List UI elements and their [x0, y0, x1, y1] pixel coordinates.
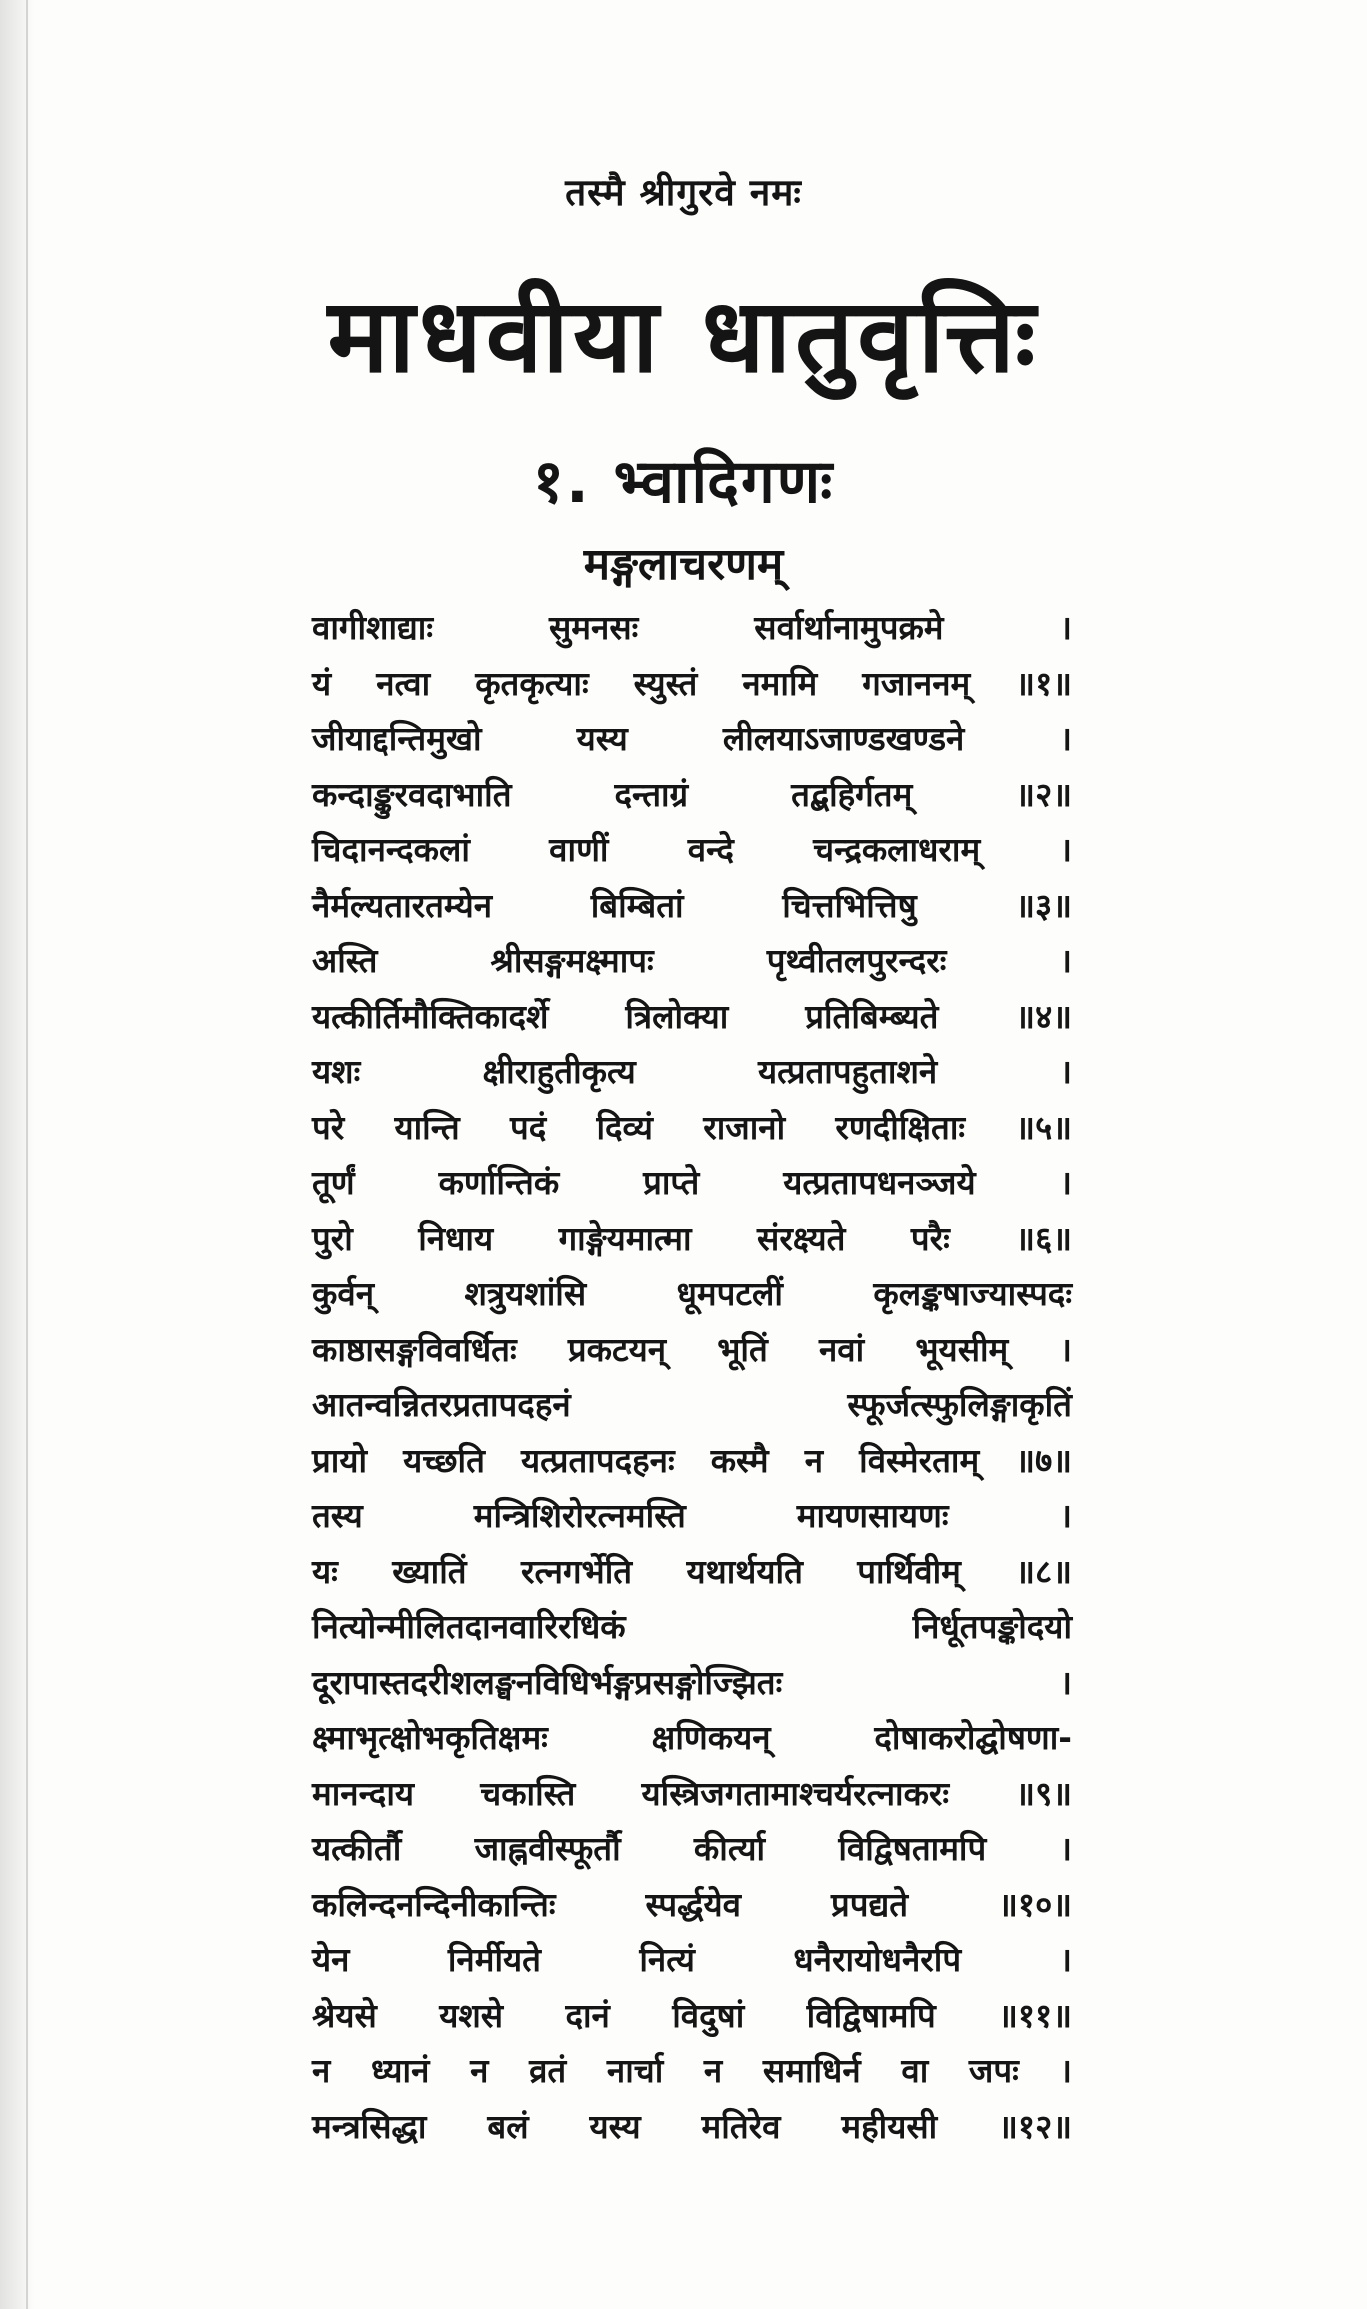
invocation-line: तस्मै श्रीगुरवे नमः: [565, 171, 802, 214]
verse-line: येन निर्मीयते नित्यं धनैरायोधनैरपि ।: [312, 1940, 1072, 1979]
verse-line: श्रेयसे यशसे दानं विदुषां विद्विषामपि ॥११॥: [312, 1995, 1072, 2035]
verse-line: कुर्वन् शत्रुयशांसि धूमपटलीं कृलङ्कषाज्यास्पदः: [312, 1274, 1072, 1313]
verse-line: कलिन्दनन्दिनीकान्तिः स्पर्द्धयेव प्रपद्यते ॥१०॥: [312, 1884, 1072, 1924]
verse-line: परे यान्ति पदं दिव्यं राजानो रणदीक्षिताः ॥५॥: [312, 1107, 1072, 1147]
verse-line: आतन्वन्नितरप्रतापदहनं स्फूर्जत्स्फुलिङ्गाकृतिं: [312, 1385, 1072, 1424]
verse-line: यः ख्यातिं रत्नगर्भेति यथार्थयति पार्थिवीम् ॥८॥: [312, 1551, 1072, 1591]
verse-line: तस्य मन्त्रिशिरोरत्नमस्ति मायणसायणः ।: [312, 1496, 1072, 1535]
verse-line: मानन्दाय चकास्ति यस्त्रिजगतामाश्चर्यरत्नाकरः ॥९॥: [312, 1773, 1072, 1813]
verse-line: यशः क्षीराहुतीकृत्य यत्प्रतापहुताशने ।: [312, 1052, 1072, 1091]
section-title: मङ्गलाचरणम्: [583, 539, 784, 590]
verse-line: यं नत्वा कृतकृत्याः स्युस्तं नमामि गजाननम् ॥१॥: [312, 663, 1072, 703]
verse-line: दूरापास्तदरीशलङ्घनविधिर्भङ्गप्रसङ्गोज्झितः ।: [312, 1662, 1072, 1702]
verse-line: क्ष्माभृत्क्षोभकृतिक्षमः क्षणिकयन् दोषाकरोद्घोषणा-: [312, 1718, 1072, 1757]
verse-line: नैर्मल्यतारतम्येन बिम्बितां चित्तभित्तिषु ॥३॥: [312, 885, 1072, 925]
chapter-title: १. भ्वादिगणः: [532, 447, 835, 517]
verse-line: प्रायो यच्छति यत्प्रतापदहनः कस्मै न विस्मेरताम् ॥७॥: [312, 1440, 1072, 1480]
verse-line: कन्दाङ्कुरवदाभाति दन्ताग्रं तद्बहिर्गतम् ॥२॥: [312, 774, 1072, 814]
verse-line: मन्त्रसिद्धा बलं यस्य मतिरेव महीयसी ॥१२॥: [312, 2106, 1072, 2146]
verse-line: चिदानन्दकलां वाणीं वन्दे चन्द्रकलाधराम् ।: [312, 830, 1072, 869]
verse-line: अस्ति श्रीसङ्गमक्ष्मापः पृथ्वीतलपुरन्दरः ।: [312, 941, 1072, 980]
verse-line: पुरो निधाय गाङ्गेयमात्मा संरक्ष्यते परैः ॥६॥: [312, 1218, 1072, 1258]
verse-line: न ध्यानं न व्रतं नार्चा न समाधिर्न वा जपः ।: [312, 2051, 1072, 2090]
verse-block: [312, 600, 1072, 2154]
verse-line: यत्कीर्तिमौक्तिकादर्शे त्रिलोक्या प्रतिबिम्ब्यते ॥४॥: [312, 996, 1072, 1036]
verse-line: वागीशाद्याः सुमनसः सर्वार्थानामुपक्रमे ।: [312, 608, 1072, 647]
book-title: माधवीया धातुवृत्तिः: [327, 277, 1040, 396]
verse-line: काष्ठासङ्गविवर्धितः प्रकटयन् भूतिं नवां भूयसीम् ।: [312, 1329, 1072, 1369]
verse-line: यत्कीर्तौ जाह्नवीस्फूर्तौ कीर्त्या विद्विषतामपि ।: [312, 1829, 1072, 1868]
verse-line: नित्योन्मीलितदानवारिरधिकं निर्धूतपङ्कोदयो: [312, 1607, 1072, 1646]
verse-line: जीयाद्दन्तिमुखो यस्य लीलयाऽजाण्डखण्डने ।: [312, 719, 1072, 758]
verse-line: तूर्णं कर्णान्तिकं प्राप्ते यत्प्रतापधनञ्जये ।: [312, 1163, 1072, 1202]
